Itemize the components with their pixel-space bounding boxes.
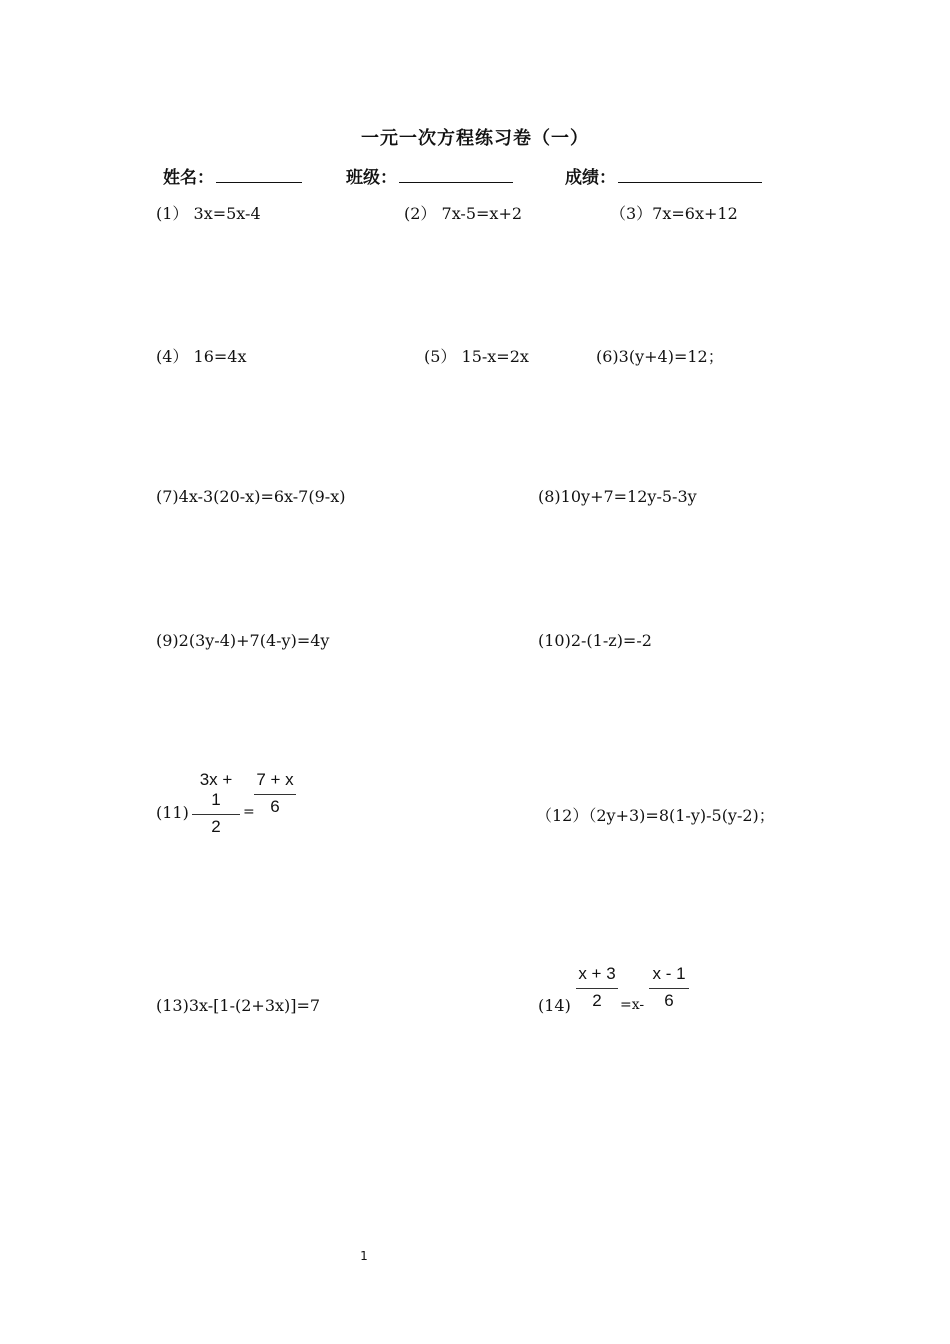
class-blank [399,166,513,183]
fraction-numerator: x + 3 [576,964,618,989]
class-field [346,163,513,188]
fraction-denominator: 6 [270,797,280,816]
fraction-denominator: 2 [211,817,221,836]
problem-14-label: (14) [538,996,571,1015]
page-number: 1 [360,1249,368,1263]
problem-8: (8)10y+7=12y-5-3y [538,487,697,506]
problem-6: (6)3(y+4)=12； [596,347,724,366]
problem-14-left-fraction [576,964,618,1011]
score-field [565,163,762,188]
problem-3: （3）7x=6x+12 [610,204,738,223]
class-label: 班级： [346,168,397,188]
problem-11-left-fraction [192,770,240,837]
page-title: 一元一次方程练习卷（一） [361,128,589,149]
problem-7: (7)4x-3(20-x)=6x-7(9-x) [156,487,346,506]
problem-4: (4） 16=4x [156,347,247,366]
fraction-denominator: 6 [664,991,674,1010]
name-field [163,163,302,188]
problem-10: (10)2-(1-z)=-2 [538,631,652,650]
name-blank [216,166,302,183]
name-label: 姓名： [163,168,214,188]
fraction-numerator: 7 + x [254,770,296,795]
fraction-numerator: 3x + 1 [192,770,240,815]
problem-5: (5） 15-x=2x [424,347,529,366]
minus-x-term: =x- [620,997,645,1013]
problem-11-right-fraction [254,770,296,817]
problem-9: (9)2(3y-4)+7(4-y)=4y [156,631,330,650]
score-blank [618,166,762,183]
equals-sign: = [243,804,255,820]
problem-2: (2） 7x-5=x+2 [404,204,523,223]
fraction-numerator: x - 1 [649,964,689,989]
problem-13: (13)3x-[1-(2+3x)]=7 [156,996,321,1015]
problem-1: (1） 3x=5x-4 [156,204,261,223]
problem-12: （12）（2y+3)=8(1-y)-5(y-2)； [536,806,775,825]
fraction-denominator: 2 [592,991,602,1010]
problem-11-label: (11) [156,803,189,822]
score-label: 成绩： [565,168,616,188]
problem-14-right-fraction [649,964,689,1011]
